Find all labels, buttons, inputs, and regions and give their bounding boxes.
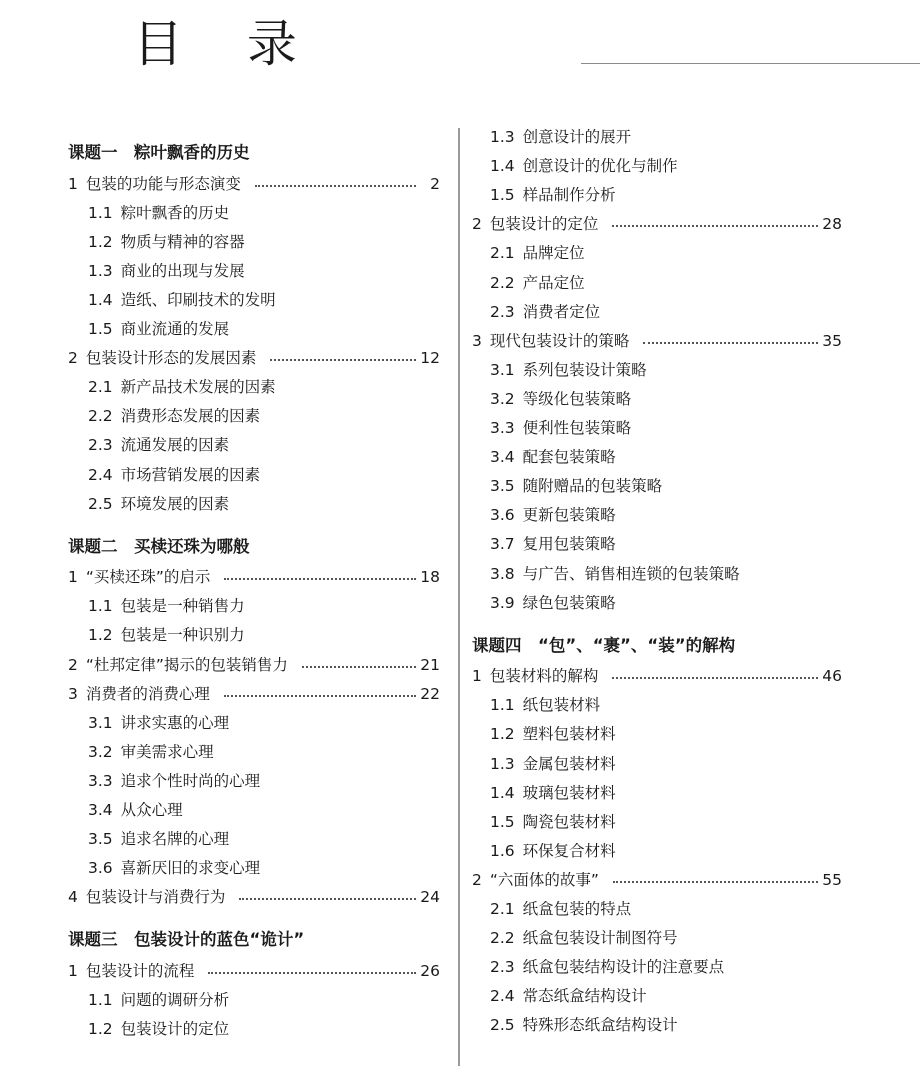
toc-section	[490, 300, 600, 324]
toc-number: 2.1	[88, 378, 113, 397]
toc-section	[88, 433, 229, 457]
dot-leader	[239, 898, 416, 900]
dot-leader	[255, 185, 416, 187]
toc-text: 消费者的消费心理	[85, 684, 210, 703]
toc-section	[490, 722, 616, 746]
toc-text: 课题一 粽叶飘香的历史	[68, 143, 250, 162]
toc-number: 1.2	[88, 232, 113, 251]
toc-number: 1.2	[490, 725, 515, 744]
toc-number: 3	[68, 684, 78, 703]
toc-section	[88, 492, 229, 516]
page-title: 目 录	[133, 15, 321, 73]
toc-number: 2.2	[88, 407, 113, 426]
dot-leader	[208, 972, 416, 974]
toc-text: 与广告、销售相连锁的包装策略	[522, 564, 740, 583]
toc-section	[88, 711, 229, 735]
toc-number: 2	[68, 655, 78, 674]
toc-section	[490, 693, 600, 717]
page-number: 18	[420, 568, 440, 587]
toc-text: 包装材料的解构	[489, 667, 599, 686]
toc-number: 3	[472, 331, 482, 350]
toc-number: 1.2	[88, 1020, 113, 1039]
toc-section	[88, 740, 214, 764]
toc-text: 创意设计的展开	[522, 128, 632, 146]
toc-text: 陶瓷包装材料	[522, 812, 616, 831]
toc-number: 3.4	[490, 448, 515, 467]
toc-section	[490, 591, 616, 615]
toc-text: 品牌定位	[522, 244, 585, 263]
toc-section	[490, 752, 616, 776]
toc-number: 1	[472, 667, 482, 686]
toc-section	[490, 955, 724, 979]
toc-chapter	[472, 329, 842, 353]
toc-text: 配套包装策略	[522, 448, 616, 467]
toc-text: 系列包装设计策略	[522, 360, 647, 379]
toc-text: 常态纸盒结构设计	[522, 987, 647, 1006]
toc-number: 2.3	[490, 302, 515, 321]
toc-text: 塑料包装材料	[522, 725, 616, 744]
toc-number: 1.5	[490, 186, 515, 205]
toc-number: 1.1	[88, 597, 113, 616]
toc-text: 市场营销发展的因素	[120, 465, 261, 484]
toc-chapter	[472, 664, 842, 688]
toc-number: 3.7	[490, 535, 515, 554]
toc-number: 2	[68, 349, 78, 368]
toc-text: 复用包装策略	[522, 535, 616, 554]
dot-leader	[270, 359, 416, 361]
toc-section	[490, 474, 662, 498]
dot-leader	[643, 342, 818, 344]
toc-section	[490, 984, 647, 1008]
toc-section	[88, 375, 276, 399]
toc-text: 包装设计与消费行为	[85, 888, 226, 907]
toc-text: 环境发展的因素	[120, 494, 230, 513]
toc-number: 1	[68, 174, 78, 193]
toc-text: 随附赠品的包装策略	[522, 477, 663, 496]
toc-number: 1	[68, 568, 78, 587]
toc-text: 粽叶飘香的历史	[120, 203, 230, 222]
toc-section	[490, 445, 616, 469]
toc-text: 包装的功能与形态演变	[85, 174, 241, 193]
page-number: 12	[420, 349, 440, 368]
toc-text: 包装设计的流程	[85, 961, 195, 980]
dot-leader	[613, 881, 818, 883]
toc-section	[490, 839, 616, 863]
toc-section	[88, 856, 260, 880]
toc-number: 3.2	[88, 742, 113, 761]
page-number: 55	[822, 870, 842, 889]
toc-section	[490, 532, 616, 556]
toc-text: 喜新厌旧的求变心理	[120, 859, 261, 878]
page-number: 24	[420, 888, 440, 907]
toc-number: 2.2	[490, 929, 515, 948]
toc-section	[490, 562, 740, 586]
toc-section	[88, 259, 245, 283]
toc-section	[88, 769, 260, 793]
toc-text: 产品定位	[522, 273, 585, 292]
toc-section	[88, 827, 229, 851]
toc-text: 问题的调研分析	[120, 991, 230, 1009]
dot-leader	[224, 695, 416, 697]
toc-number: 4	[68, 888, 78, 907]
toc-text: 追求个性时尚的心理	[120, 771, 261, 790]
toc-text: 特殊形态纸盒结构设计	[522, 1016, 678, 1035]
toc-text: 样品制作分析	[522, 186, 616, 205]
toc-number: 1.6	[490, 841, 515, 860]
toc-number: 3.4	[88, 801, 113, 819]
toc-section	[88, 230, 245, 254]
toc-number: 2.5	[88, 494, 113, 513]
toc-number: 1.4	[490, 783, 515, 802]
toc-number: 2.3	[88, 436, 113, 455]
page-number: 28	[822, 215, 842, 234]
toc-text: 包装设计的定位	[489, 215, 599, 234]
page-number: 46	[822, 667, 842, 686]
toc-text: 玻璃包装材料	[522, 783, 616, 802]
toc-section	[490, 183, 616, 207]
toc-text: 现代包装设计的策略	[489, 331, 630, 350]
toc-number: 1.4	[88, 290, 113, 309]
toc-text: 包装设计形态的发展因素	[85, 349, 257, 368]
toc-section	[490, 241, 585, 265]
toc-section	[490, 897, 631, 921]
toc-section	[88, 201, 229, 225]
toc-number: 2.4	[88, 465, 113, 484]
toc-text: 包装设计的定位	[120, 1020, 230, 1039]
toc-text: 讲求实惠的心理	[120, 713, 230, 732]
toc-number: 1.1	[88, 991, 113, 1009]
toc-section	[88, 1017, 229, 1041]
toc-section	[490, 271, 585, 295]
toc-number: 2.1	[490, 244, 515, 263]
toc-section	[88, 623, 245, 647]
toc-text: “买椟还珠”的启示	[85, 568, 211, 587]
toc-text: 纸盒包装设计制图符号	[522, 929, 678, 948]
dot-leader	[302, 666, 416, 668]
toc-text: 消费者定位	[522, 302, 601, 321]
toc-section	[490, 387, 631, 411]
toc-text: 包装是一种销售力	[120, 597, 245, 616]
toc-text: 课题四 “包”、“裹”、“装”的解构	[472, 635, 736, 655]
toc-chapter	[68, 682, 440, 706]
dot-leader	[612, 677, 818, 679]
toc-text: 课题三 包装设计的蓝色“诡计”	[68, 930, 305, 950]
toc-number: 3.1	[490, 360, 515, 379]
toc-text: 追求名牌的心理	[120, 830, 230, 849]
toc-text: 创意设计的优化与制作	[522, 157, 678, 176]
toc-heading	[68, 535, 250, 559]
toc-text: 金属包装材料	[522, 754, 616, 773]
toc-text: 课题二 买椟还珠为哪般	[68, 536, 250, 556]
toc-number: 1.5	[88, 320, 113, 338]
toc-text: 纸盒包装结构设计的注意要点	[522, 958, 725, 977]
toc-chapter	[472, 868, 842, 892]
toc-section	[490, 154, 678, 178]
toc-number: 2.5	[490, 1016, 515, 1035]
toc-section	[88, 463, 260, 487]
toc-chapter	[68, 565, 440, 589]
dot-leader	[224, 578, 416, 580]
toc-text: “六面体的故事”	[489, 870, 599, 889]
toc-number: 2.3	[490, 958, 515, 977]
toc-text: 更新包装策略	[522, 506, 616, 525]
toc-text: 造纸、印刷技术的发明	[120, 290, 276, 309]
toc-text: 商业的出现与发展	[120, 261, 245, 280]
toc-number: 1.4	[490, 157, 515, 176]
toc-number: 3.5	[88, 830, 113, 849]
toc-section	[490, 416, 631, 440]
page-number: 21	[420, 655, 440, 674]
toc-number: 1.3	[88, 261, 113, 280]
toc-text: 商业流通的发展	[120, 320, 230, 338]
toc-heading	[472, 634, 735, 658]
toc-chapter	[68, 959, 440, 983]
toc-section	[88, 798, 183, 822]
toc-heading	[68, 141, 250, 165]
page-number: 2	[430, 174, 440, 193]
column-divider	[458, 128, 460, 1066]
toc-number: 2.2	[490, 273, 515, 292]
toc-chapter	[68, 885, 440, 909]
page-number: 35	[822, 331, 842, 350]
toc-text: 便利性包装策略	[522, 419, 632, 437]
toc-chapter	[68, 346, 440, 370]
toc-number: 2.1	[490, 900, 515, 918]
toc-number: 3.6	[490, 506, 515, 525]
toc-text: 流通发展的因素	[120, 436, 230, 455]
toc-section	[88, 404, 260, 428]
toc-number: 3.6	[88, 859, 113, 878]
dot-leader	[612, 225, 818, 227]
toc-text: 环保复合材料	[522, 841, 616, 860]
toc-text: 等级化包装策略	[522, 389, 632, 408]
toc-section	[490, 358, 647, 382]
toc-number: 3.3	[490, 419, 515, 437]
toc-section	[88, 317, 229, 341]
toc-text: 新产品技术发展的因素	[120, 378, 276, 397]
toc-text: 消费形态发展的因素	[120, 407, 261, 426]
toc-number: 1	[68, 961, 78, 980]
page-number: 26	[420, 961, 440, 980]
toc-number: 1.5	[490, 812, 515, 831]
toc-text: 纸盒包装的特点	[522, 900, 632, 918]
toc-number: 1.3	[490, 128, 515, 146]
toc-text: 审美需求心理	[120, 742, 214, 761]
toc-section	[490, 1013, 678, 1037]
toc-number: 3.9	[490, 593, 515, 612]
toc-number: 2	[472, 870, 482, 889]
toc-number: 2.4	[490, 987, 515, 1006]
toc-text: 包装是一种识别力	[120, 626, 245, 645]
toc-number: 1.1	[490, 696, 515, 715]
page-number: 22	[420, 684, 440, 703]
toc-section	[490, 503, 616, 527]
toc-text: 物质与精神的容器	[120, 232, 245, 251]
toc-section	[490, 125, 631, 149]
toc-number: 3.8	[490, 564, 515, 583]
toc-number: 1.3	[490, 754, 515, 773]
toc-number: 3.2	[490, 389, 515, 408]
toc-section	[88, 288, 276, 312]
toc-number: 1.2	[88, 626, 113, 645]
toc-number: 1.1	[88, 203, 113, 222]
toc-number: 2	[472, 215, 482, 234]
toc-text: “杜邦定律”揭示的包装销售力	[85, 655, 288, 674]
toc-text: 绿色包装策略	[522, 593, 616, 612]
toc-section	[490, 926, 678, 950]
toc-chapter	[68, 653, 440, 677]
toc-heading	[68, 928, 304, 952]
toc-section	[88, 594, 245, 618]
toc-number: 3.5	[490, 477, 515, 496]
toc-section	[490, 810, 616, 834]
toc-chapter	[68, 172, 440, 196]
title-rule	[581, 63, 920, 64]
toc-section	[88, 988, 229, 1012]
toc-number: 3.3	[88, 771, 113, 790]
toc-text: 纸包装材料	[522, 696, 601, 715]
toc-number: 3.1	[88, 713, 113, 732]
toc-section	[490, 781, 616, 805]
toc-text: 从众心理	[120, 801, 183, 819]
toc-chapter	[472, 212, 842, 236]
